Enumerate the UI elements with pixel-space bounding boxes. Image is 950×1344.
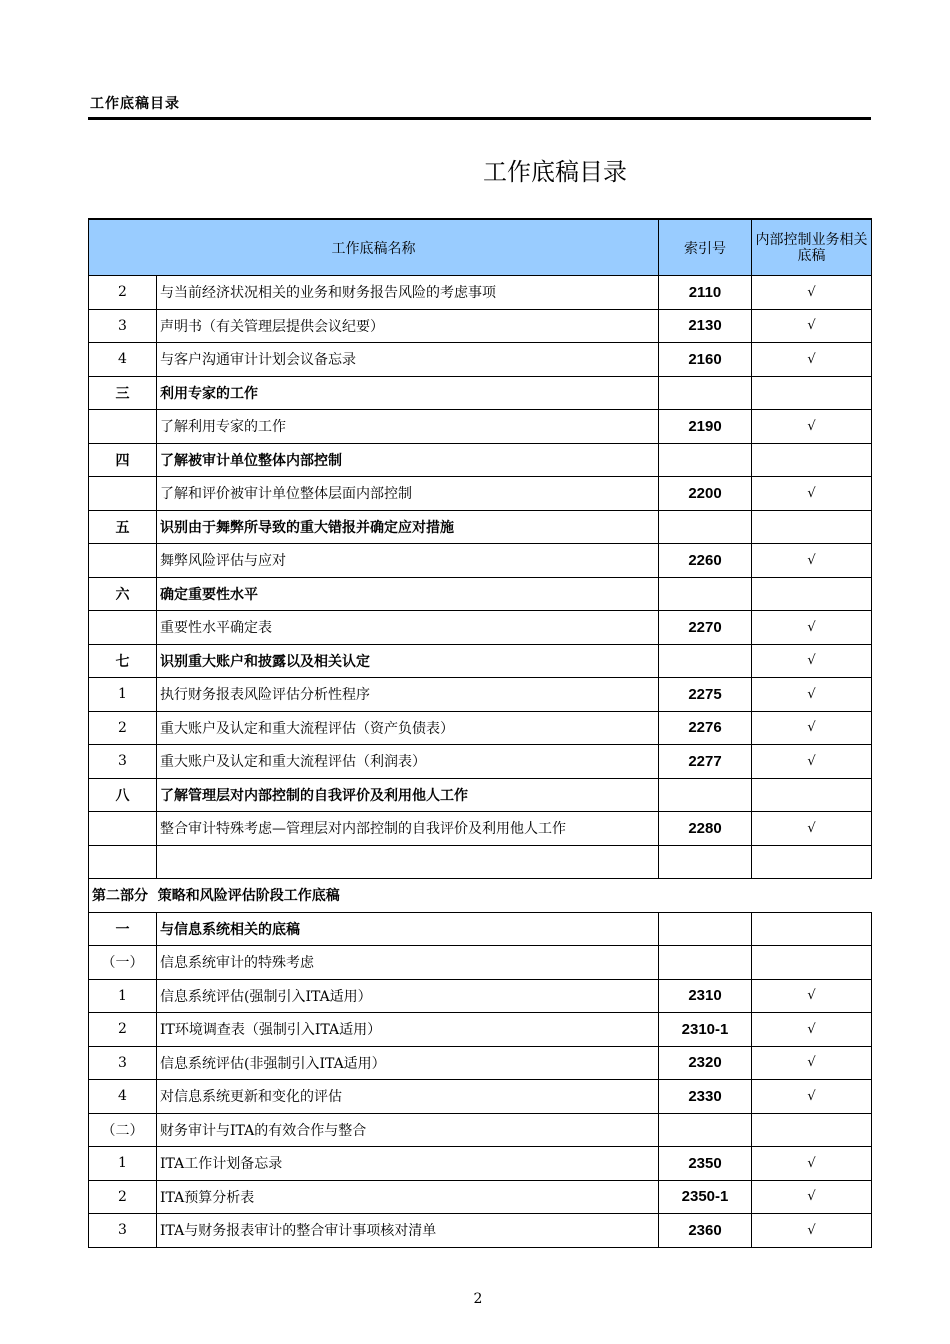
table-row: [89, 1113, 872, 1147]
row-seq: 4: [89, 1080, 157, 1114]
row-check: √: [752, 711, 872, 745]
row-check: √: [752, 1214, 872, 1248]
table-row: [89, 309, 872, 343]
row-index: 2190: [659, 410, 752, 444]
row-seq: 一: [89, 912, 157, 946]
row-seq: [89, 812, 157, 846]
table-header-row: [89, 219, 872, 276]
row-seq: [89, 845, 157, 879]
table-row: [89, 812, 872, 846]
table-row: [89, 1013, 872, 1047]
row-name: 与客户沟通审计计划会议备忘录: [157, 343, 659, 377]
table-row: [89, 1214, 872, 1248]
row-name: 利用专家的工作: [157, 376, 659, 410]
row-check: √: [752, 812, 872, 846]
table-row: [89, 711, 872, 745]
table-row: [89, 678, 872, 712]
row-seq: 3: [89, 1046, 157, 1080]
workpaper-table: [88, 218, 872, 1248]
row-seq: 三: [89, 376, 157, 410]
row-check: √: [752, 979, 872, 1013]
row-name: 重要性水平确定表: [157, 611, 659, 645]
row-seq: 六: [89, 577, 157, 611]
row-name: 财务审计与ITA的有效合作与整合: [157, 1113, 659, 1147]
row-seq: [89, 611, 157, 645]
column-header-internal-control: 内部控制业务相关底稿: [752, 219, 872, 276]
row-seq: 1: [89, 979, 157, 1013]
table-row: [89, 745, 872, 779]
row-index: 2310: [659, 979, 752, 1013]
table-row: [89, 1147, 872, 1181]
row-index: 2320: [659, 1046, 752, 1080]
row-index: 2350-1: [659, 1180, 752, 1214]
row-seq: （一）: [89, 946, 157, 980]
row-check: [752, 778, 872, 812]
row-index: 2310-1: [659, 1013, 752, 1047]
row-index: 2350: [659, 1147, 752, 1181]
row-seq: 2: [89, 711, 157, 745]
row-name: 了解管理层对内部控制的自我评价及利用他人工作: [157, 778, 659, 812]
row-index: [659, 510, 752, 544]
row-check: √: [752, 276, 872, 310]
row-index: [659, 946, 752, 980]
page-title: [0, 152, 950, 187]
row-name: 信息系统评估(非强制引入ITA适用）: [157, 1046, 659, 1080]
row-check: √: [752, 1080, 872, 1114]
row-check: √: [752, 1046, 872, 1080]
row-index: 2160: [659, 343, 752, 377]
row-name: 声明书（有关管理层提供会议纪要）: [157, 309, 659, 343]
row-name: IT环境调查表（强制引入ITA适用）: [157, 1013, 659, 1047]
table-row: [89, 611, 872, 645]
row-index: 2260: [659, 544, 752, 578]
table-row: [89, 544, 872, 578]
row-index: [659, 577, 752, 611]
row-seq: 3: [89, 309, 157, 343]
row-index: 2277: [659, 745, 752, 779]
row-name: 信息系统评估(强制引入ITA适用）: [157, 979, 659, 1013]
row-name: 与当前经济状况相关的业务和财务报告风险的考虑事项: [157, 276, 659, 310]
row-index: 2270: [659, 611, 752, 645]
row-name: 重大账户及认定和重大流程评估（资产负债表）: [157, 711, 659, 745]
row-seq: [89, 477, 157, 511]
table-row: [89, 1080, 872, 1114]
row-index: [659, 443, 752, 477]
row-name: 了解利用专家的工作: [157, 410, 659, 444]
row-index: 2200: [659, 477, 752, 511]
table-row: [89, 343, 872, 377]
part-heading-row: [89, 879, 872, 913]
table-row: [89, 1180, 872, 1214]
row-index: [659, 912, 752, 946]
page-title-text: 工作底稿目录: [483, 158, 627, 186]
table-row: [89, 376, 872, 410]
row-check: √: [752, 644, 872, 678]
row-name: [157, 845, 659, 879]
row-name: 整合审计特殊考虑—管理层对内部控制的自我评价及利用他人工作: [157, 812, 659, 846]
row-check: [752, 1113, 872, 1147]
table-row: [89, 510, 872, 544]
row-seq: 八: [89, 778, 157, 812]
row-check: [752, 912, 872, 946]
table-row: [89, 912, 872, 946]
row-seq: 2: [89, 1013, 157, 1047]
row-name: ITA与财务报表审计的整合审计事项核对清单: [157, 1214, 659, 1248]
row-seq: [89, 410, 157, 444]
row-seq: 五: [89, 510, 157, 544]
table-row: [89, 946, 872, 980]
row-index: 2130: [659, 309, 752, 343]
row-name: 确定重要性水平: [157, 577, 659, 611]
table-row: [89, 276, 872, 310]
page-number-text: 2: [473, 1291, 483, 1307]
table-row: [89, 778, 872, 812]
row-name: 重大账户及认定和重大流程评估（利润表）: [157, 745, 659, 779]
row-check: √: [752, 309, 872, 343]
row-index: 2280: [659, 812, 752, 846]
table-row: [89, 644, 872, 678]
row-seq: 1: [89, 678, 157, 712]
row-index: 2275: [659, 678, 752, 712]
row-index: 2360: [659, 1214, 752, 1248]
row-seq: 2: [89, 276, 157, 310]
column-header-name: 工作底稿名称: [89, 219, 659, 276]
row-index: 2276: [659, 711, 752, 745]
running-header: 工作底稿目录: [90, 96, 180, 112]
row-seq: 3: [89, 745, 157, 779]
row-check: √: [752, 1013, 872, 1047]
table-row: [89, 577, 872, 611]
row-check: [752, 376, 872, 410]
row-name: 了解和评价被审计单位整体层面内部控制: [157, 477, 659, 511]
row-index: [659, 1113, 752, 1147]
row-seq: 七: [89, 644, 157, 678]
row-check: [752, 577, 872, 611]
page-number: [0, 1291, 950, 1307]
row-seq: 3: [89, 1214, 157, 1248]
row-name: 与信息系统相关的底稿: [157, 912, 659, 946]
row-index: [659, 845, 752, 879]
row-index: [659, 644, 752, 678]
row-seq: 1: [89, 1147, 157, 1181]
row-name: ITA工作计划备忘录: [157, 1147, 659, 1181]
row-check: √: [752, 1147, 872, 1181]
row-name: 了解被审计单位整体内部控制: [157, 443, 659, 477]
table-row: [89, 979, 872, 1013]
row-check: √: [752, 678, 872, 712]
table-row: [89, 845, 872, 879]
part-heading: 第二部分 策略和风险评估阶段工作底稿: [89, 879, 872, 913]
row-index: 2110: [659, 276, 752, 310]
table-row: [89, 410, 872, 444]
row-check: √: [752, 343, 872, 377]
row-check: [752, 510, 872, 544]
row-seq: 4: [89, 343, 157, 377]
row-check: [752, 946, 872, 980]
header-rule: [88, 117, 871, 120]
row-seq: 2: [89, 1180, 157, 1214]
row-name: ITA预算分析表: [157, 1180, 659, 1214]
row-name: 识别由于舞弊所导致的重大错报并确定应对措施: [157, 510, 659, 544]
row-name: 信息系统审计的特殊考虑: [157, 946, 659, 980]
row-check: √: [752, 1180, 872, 1214]
row-check: √: [752, 544, 872, 578]
row-check: [752, 845, 872, 879]
row-seq: 四: [89, 443, 157, 477]
column-header-index: 索引号: [659, 219, 752, 276]
row-name: 识别重大账户和披露以及相关认定: [157, 644, 659, 678]
row-check: √: [752, 745, 872, 779]
row-check: √: [752, 410, 872, 444]
row-index: [659, 376, 752, 410]
table-row: [89, 1046, 872, 1080]
table-row: [89, 477, 872, 511]
row-check: √: [752, 611, 872, 645]
row-name: 舞弊风险评估与应对: [157, 544, 659, 578]
row-index: 2330: [659, 1080, 752, 1114]
row-check: [752, 443, 872, 477]
row-seq: [89, 544, 157, 578]
row-name: 执行财务报表风险评估分析性程序: [157, 678, 659, 712]
row-check: √: [752, 477, 872, 511]
table-row: [89, 443, 872, 477]
row-index: [659, 778, 752, 812]
row-seq: （二）: [89, 1113, 157, 1147]
row-name: 对信息系统更新和变化的评估: [157, 1080, 659, 1114]
